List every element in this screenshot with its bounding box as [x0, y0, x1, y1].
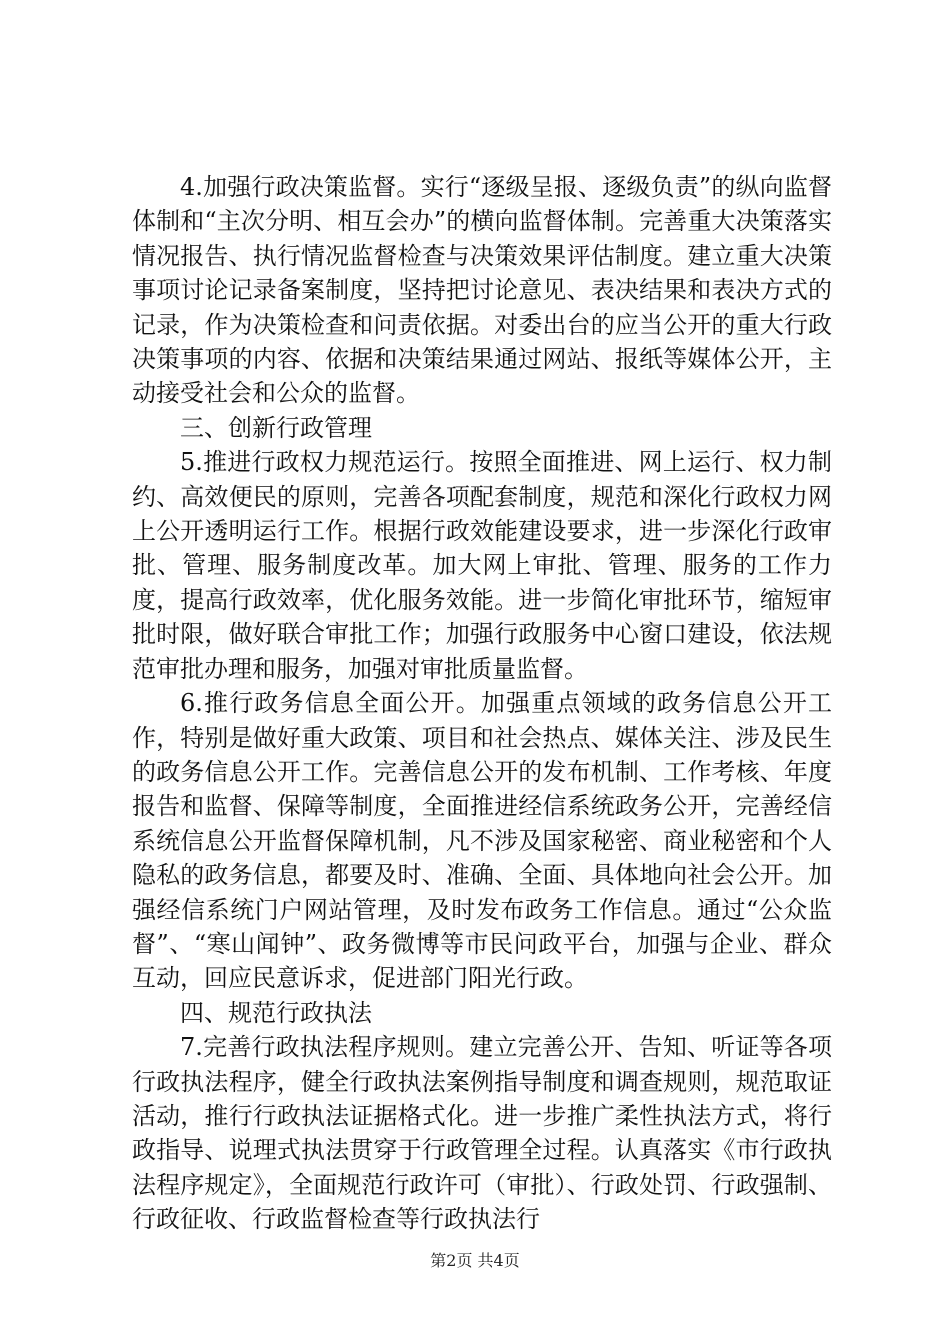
- section-heading-innovate-administration: 三、创新行政管理: [180, 413, 372, 442]
- document-body: [132, 170, 832, 1237]
- paragraph-enforcement-rules: 7.完善行政执法程序规则。建立完善公开、告知、听证等各项行政执法程序，健全行政执法案例指导制度和调查规则，规范取证活动，推行行政执法证据格式化。进一步推广柔性执法方式，将行政指导、说理式执法贯穿于行政管理全过程。认真落实《市行政执法程序规定》，全面规范行政许可（审批）、行政处罚、行政强制、行政征收、行政监督检查等行政执法行: [132, 1033, 832, 1234]
- page-number-footer: 第2页 共4页: [430, 1251, 520, 1270]
- paragraph-decision-supervision: 4.加强行政决策监督。实行“逐级呈报、逐级负责”的纵向监督体制和“主次分明、相互会办”的横向监督体制。完善重大决策落实情况报告、执行情况监督检查与决策效果评估制度。建立重大决策事项讨论记录备案制度，坚持把讨论意见、表决结果和表决方式的记录，作为决策检查和问责依据。对委出台的应当公开的重大行政决策事项的内容、依据和决策结果通过网站、报纸等媒体公开，主动接受社会和公众的监督。: [132, 173, 832, 408]
- section-heading-regulate-enforcement: 四、规范行政执法: [180, 998, 372, 1027]
- paragraph-information-disclosure: 6.推行政务信息全面公开。加强重点领域的政务信息公开工作，特别是做好重大政策、项目和社会热点、媒体关注、涉及民生的政务信息公开工作。完善信息公开的发布机制、工作考核、年度报告和监督、保障等制度，全面推进经信系统政务公开，完善经信系统信息公开监督保障机制，凡不涉及国家秘密、商业秘密和个人隐私的政务信息，都要及时、准确、全面、具体地向社会公开。加强经信系统门户网站管理，及时发布政务工作信息。通过“公众监督”、“寒山闻钟”、政务微博等市民问政平台，加强与企业、群众互动，回应民意诉求，促进部门阳光行政。: [132, 689, 832, 993]
- paragraph-power-operation: 5.推进行政权力规范运行。按照全面推进、网上运行、权力制约、高效便民的原则，完善各项配套制度，规范和深化行政权力网上公开透明运行工作。根据行政效能建设要求，进一步深化行政审批、管理、服务制度改革。加大网上审批、管理、服务的工作力度，提高行政效率，优化服务效能。进一步简化审批环节，缩短审批时限，做好联合审批工作；加强行政服务中心窗口建设，依法规范审批办理和服务，加强对审批质量监督。: [132, 448, 832, 683]
